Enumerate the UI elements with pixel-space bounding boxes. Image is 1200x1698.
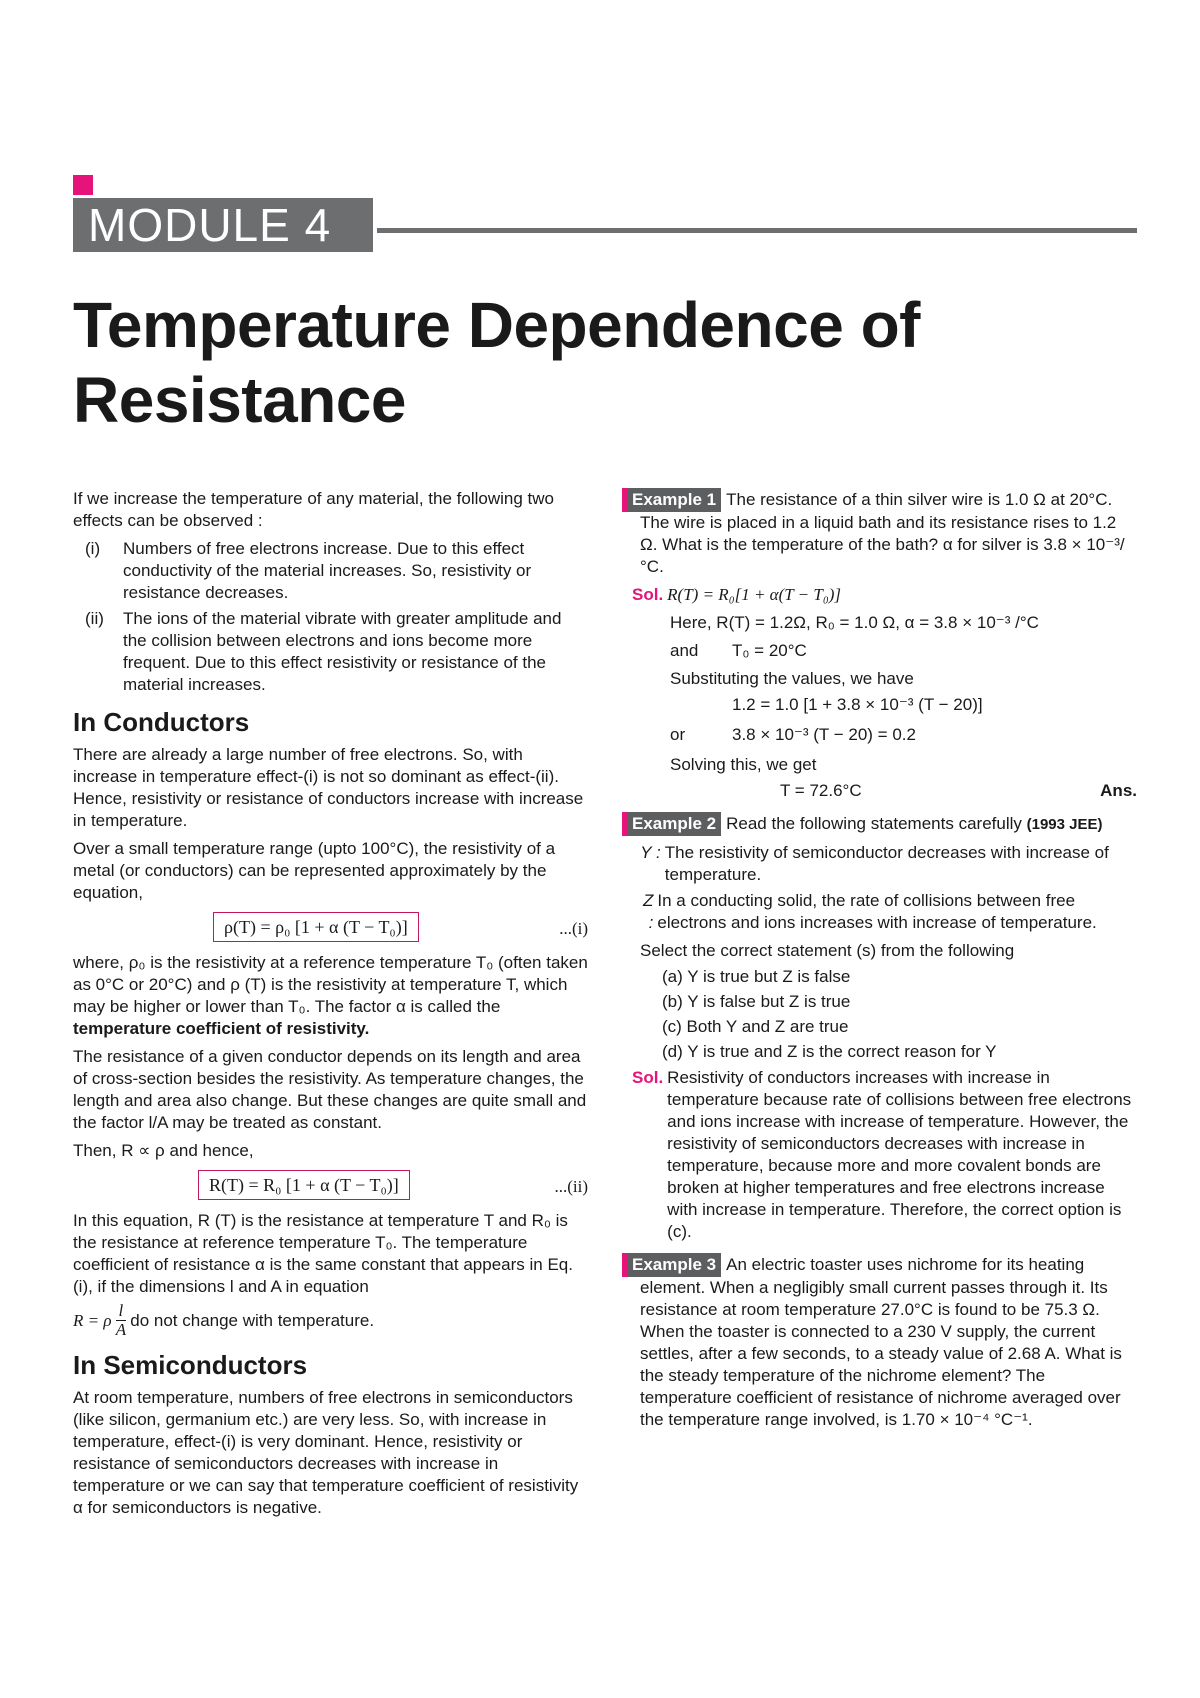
example-2-badge: Example 2: [622, 812, 721, 836]
equation-1-row: [73, 912, 588, 946]
solution-1-substituted-equation: 1.2 = 1.0 [1 + 3.8 × 10⁻³ (T − 20)]: [732, 695, 983, 714]
module-label: MODULE 4: [88, 199, 332, 251]
statement-key: Y :: [640, 843, 661, 862]
exam-reference: (1993 JEE): [1026, 816, 1103, 833]
conductors-heading: In Conductors: [73, 707, 250, 737]
equation-2-row: [73, 1170, 588, 1204]
option-b: (b) Y is false but Z is true: [662, 992, 851, 1011]
effect-text: Numbers of free electrons increase. Due to this effect conductivity of the material increases. So, resistivity or resistance decreases.: [123, 539, 532, 602]
example-1-body: The wire is placed in a liquid bath and its resistance rises to 1.2 Ω. What is the temperature of the bath? α for silver is 3.8 × 10⁻³/°C.: [640, 513, 1125, 576]
solution-label: Sol.: [632, 1068, 664, 1087]
effect-number: (ii): [85, 609, 104, 628]
solution-1-values: Here, R(T) = 1.2Ω, R₀ = 1.0 Ω, α = 3.8 × 10⁻³ /°C: [670, 613, 1039, 632]
module-rule: [377, 228, 1137, 233]
fraction-tail: do not change with temperature.: [130, 1310, 375, 1330]
effect-text: The ions of the material vibrate with greater amplitude and the collision between electrons and ions become more frequent. Due to this effect resistivity or resistance of the material increases.: [123, 609, 562, 694]
example-3-badge: Example 3: [622, 1253, 721, 1277]
option-d: (d) Y is true and Z is the correct reason for Y: [662, 1042, 997, 1061]
solution-1-answer-row: [670, 780, 1137, 802]
statement-text: In a conducting solid, the rate of collisions between free electrons and ions increases with increase of temperature.: [657, 891, 1097, 932]
solution-label: Sol.: [632, 585, 664, 604]
solution-1-and-row: [670, 640, 1137, 662]
and-word: and: [670, 641, 699, 660]
statement-y: [640, 842, 1137, 886]
resistance-paragraph: The resistance of a given conductor depends on its length and area of cross-section besides the resistivity. As temperature changes, the length and area also change. But these changes are quite small and the factor l/A may be treated as constant.: [73, 1047, 587, 1132]
example-2-first-line: Read the following statements carefully: [726, 814, 1022, 833]
fraction: [116, 1302, 127, 1339]
where-paragraph: [73, 952, 588, 1040]
example-3: [622, 1253, 1137, 1431]
equation-2-box: R(T) = R₀ [1 + α (T − T₀)]: [198, 1170, 410, 1200]
module-marker-square: [73, 175, 93, 195]
semiconductors-heading: In Semiconductors: [73, 1350, 308, 1380]
equation-2-tag: ...(ii): [554, 1177, 588, 1196]
t0-value: T₀ = 20°C: [732, 641, 807, 660]
example-1-first-line: The resistance of a thin silver wire is 1.0 Ω at 20°C.: [726, 490, 1113, 509]
solution-1-rearranged: 3.8 × 10⁻³ (T − 20) = 0.2: [732, 725, 916, 744]
solution-1-or-row: [670, 724, 1137, 746]
solution-1: [622, 584, 1137, 802]
page-title: Temperature Dependence of Resistance: [73, 289, 920, 436]
fraction-denominator: A: [115, 1320, 127, 1339]
example-2: [622, 812, 1137, 836]
effect-item: [85, 538, 588, 604]
solution-1-result: T = 72.6°C: [780, 781, 862, 800]
conductors-paragraph: There are already a large number of free electrons. So, with increase in temperature effect-(i) is not so dominant as effect-(ii). Hence, resistivity or resistance of conductors increase with increase in temperature.: [73, 745, 584, 830]
equation-1-box: ρ(T) = ρ₀ [1 + α (T − T₀)]: [213, 912, 419, 942]
statement-z: [640, 890, 1137, 934]
solution-1-substituting: Substituting the values, we have: [670, 669, 914, 688]
equation-1-tag: ...(i): [559, 919, 588, 938]
option-a: (a) Y is true but Z is false: [662, 967, 851, 986]
then-line: Then, R ∝ ρ and hence,: [73, 1141, 254, 1160]
solution-1-solving: Solving this, we get: [670, 755, 817, 774]
left-column: [73, 488, 588, 1525]
small-range-paragraph: Over a small temperature range (upto 100°C), the resistivity of a metal (or conductors) can be represented approximately by the equation,: [73, 839, 556, 902]
fraction-equation: [73, 1302, 588, 1339]
example-1-badge: Example 1: [622, 488, 721, 512]
solution-1-formula: R(T) = R₀[1 + α(T − T₀)]: [667, 585, 842, 604]
semiconductors-paragraph: At room temperature, numbers of free electrons in semiconductors (like silicon, germanium etc.) are very less. So, with increase in temperature, effect-(i) is very dominant. Hence, resistivity or resistance of semiconductors decreases with increase in temperature or we can say that temperature coefficient of resistivity α for semiconductors is negative.: [73, 1388, 579, 1517]
statement-key: Z :: [642, 891, 654, 932]
fraction-lhs: R = ρ: [73, 1310, 112, 1330]
equation-explanation: In this equation, R (T) is the resistance at temperature T and R₀ is the resistance at reference temperature T₀. The temperature coefficient of resistance α is the same constant that appears in Eq. (i), if the dimensions l and A in equation: [73, 1211, 573, 1296]
where-text: where, ρ₀ is the resistivity at a reference temperature T₀ (often taken as 0°C or 20°C) and ρ (T) is the resistivity at temperature T, which may be higher or lower than T₀. The factor α is called the: [73, 953, 588, 1016]
answer-label: Ans.: [1100, 781, 1137, 800]
statement-text: The resistivity of semiconductor decreases with increase of temperature.: [664, 843, 1109, 884]
example-3-first-line: An electric toaster uses nichrome for its heating: [726, 1255, 1085, 1274]
fraction-numerator: l: [116, 1302, 127, 1321]
where-bold-term: temperature coefficient of resistivity.: [73, 1019, 370, 1038]
solution-2: [622, 1067, 1137, 1243]
select-instruction: Select the correct statement (s) from the following: [640, 941, 1015, 960]
option-c: (c) Both Y and Z are true: [662, 1017, 849, 1036]
effect-item: [85, 608, 588, 696]
right-column: [622, 488, 1137, 1431]
intro-paragraph: If we increase the temperature of any material, the following two effects can be observed :: [73, 489, 554, 530]
or-word: or: [670, 725, 686, 744]
solution-2-text: Resistivity of conductors increases with increase in temperature because rate of collisions between free electrons and ions increase with increase of temperature. However, the resistivity of semiconductors decreases with increase in temperature, because more and more covalent bonds are broken at higher temperatures and free electrons increase with increase in temperature. Therefore, the correct option is (c).: [667, 1068, 1132, 1241]
example-3-body: element. When a negligibly small current passes through it. Its resistance at room temperature 27.0°C is found to be 75.3 Ω. When the toaster is connected to a 230 V supply, the current settles, after a few seconds, to a steady value of 2.68 A. What is the steady temperature of the nichrome element? The temperature coefficient of resistance of nichrome averaged over the temperature range involved, is 1.70 × 10⁻⁴ °C⁻¹.: [640, 1278, 1122, 1429]
example-1: [622, 488, 1137, 578]
effect-number: (i): [85, 539, 101, 558]
